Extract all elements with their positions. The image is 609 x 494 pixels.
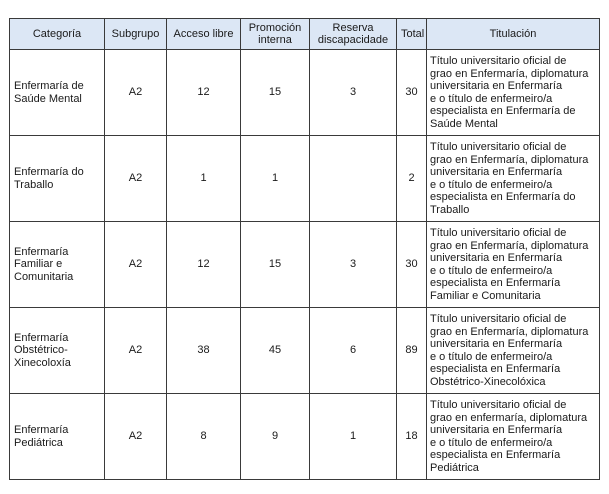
cell-titulacion <box>427 50 600 136</box>
cell-categoria-line: Pediátrica <box>14 436 63 449</box>
cell-titulacion-line: universitaria en Enfermaría <box>430 424 563 436</box>
header-reserva-line: Reserva <box>332 21 374 34</box>
cell-total: 2 <box>397 136 427 222</box>
cell-titulacion-line: universitaria en Enfermaría <box>430 338 563 350</box>
cell-acceso-libre: 12 <box>167 222 241 308</box>
cell-subgrupo: A2 <box>105 394 167 480</box>
cell-acceso-libre: 12 <box>167 50 241 136</box>
table-row <box>10 308 600 394</box>
cell-total: 89 <box>397 308 427 394</box>
cell-titulacion-line: Familiar e Comunitaria <box>430 289 541 302</box>
cell-titulacion-line: especialista en Enfermaría do <box>430 191 576 203</box>
cell-acceso-libre: 8 <box>167 394 241 480</box>
cell-categoria-line: Enfermaría <box>14 331 69 344</box>
cell-categoria-line: Xinecoloxía <box>14 356 71 369</box>
table-row <box>10 222 600 308</box>
cell-titulacion-line: Título universitario oficial de <box>430 227 567 239</box>
cell-promocion-interna: 9 <box>241 394 310 480</box>
cell-subgrupo: A2 <box>105 136 167 222</box>
cell-promocion-interna: 1 <box>241 136 310 222</box>
cell-titulacion-line: Pediátrica <box>430 461 479 474</box>
cell-titulacion-line: e o título de enfermeiro/a <box>430 436 553 449</box>
cell-reserva-discapacidade: 6 <box>310 308 397 394</box>
cell-titulacion-line: Título universitario oficial de <box>430 313 567 325</box>
cell-titulacion-line: Traballo <box>430 203 470 216</box>
cell-categoria-line: Saúde Mental <box>14 92 82 105</box>
header-promocion-interna <box>241 19 310 50</box>
header-promocion-line: interna <box>258 34 292 46</box>
table-row <box>10 50 600 136</box>
cell-reserva-discapacidade: 1 <box>310 394 397 480</box>
header-acceso-libre: Acceso libre <box>167 19 241 50</box>
cell-reserva-discapacidade: 3 <box>310 50 397 136</box>
table-row <box>10 136 600 222</box>
cell-titulacion-line: grao en Enfermaría, diplomatura <box>430 325 589 338</box>
header-reserva-line: discapacidade <box>317 34 389 46</box>
cell-titulacion-line: universitaria en Enfermaría <box>430 252 563 264</box>
cell-total: 30 <box>397 222 427 308</box>
cell-titulacion-line: Título universitario oficial de <box>430 141 567 153</box>
cell-titulacion-line: Obstétrico-Xinecolóxica <box>430 375 546 388</box>
cell-titulacion-line: especialista en Enfermaría de <box>430 105 576 117</box>
header-row <box>10 19 600 50</box>
cell-titulacion-line: e o título de enfermeiro/a <box>430 92 553 105</box>
cell-titulacion <box>427 222 600 308</box>
cell-categoria <box>10 136 105 222</box>
table-body <box>10 50 600 480</box>
cell-categoria <box>10 394 105 480</box>
cell-subgrupo: A2 <box>105 308 167 394</box>
cell-promocion-interna: 45 <box>241 308 310 394</box>
cell-total: 18 <box>397 394 427 480</box>
cell-titulacion-line: grao en Enfermaría, diplomatura <box>430 153 589 166</box>
cell-titulacion <box>427 136 600 222</box>
cell-categoria-line: Enfermaría <box>14 245 69 258</box>
header-reserva-discapacidade <box>310 19 397 50</box>
cell-categoria-line: Enfermaría <box>14 424 69 436</box>
header-categoria: Categoría <box>10 19 105 50</box>
document-page <box>9 18 600 480</box>
table-row <box>10 394 600 480</box>
cell-titulacion-line: Título universitario oficial de <box>430 399 567 411</box>
cell-titulacion-line: e o título de enfermeiro/a <box>430 178 553 191</box>
cell-titulacion-line: especialista en Enfermaría <box>430 277 561 289</box>
cell-categoria <box>10 308 105 394</box>
cell-titulacion-line: Saúde Mental <box>430 117 498 130</box>
cell-categoria-line: Traballo <box>14 178 54 191</box>
header-subgrupo: Subgrupo <box>105 19 167 50</box>
cell-acceso-libre: 1 <box>167 136 241 222</box>
positions-table <box>9 18 600 480</box>
cell-subgrupo: A2 <box>105 50 167 136</box>
cell-titulacion-line: especialista en Enfermaría <box>430 363 561 375</box>
cell-categoria-line: Enfermaría de <box>14 80 84 92</box>
cell-titulacion-line: e o título de enfermeiro/a <box>430 264 553 277</box>
header-total: Total <box>397 19 427 50</box>
cell-categoria-line: Familiar e <box>14 258 63 271</box>
cell-categoria <box>10 222 105 308</box>
cell-categoria-line: Enfermaría do <box>14 166 84 178</box>
cell-reserva-discapacidade <box>310 136 397 222</box>
cell-promocion-interna: 15 <box>241 50 310 136</box>
cell-titulacion <box>427 308 600 394</box>
cell-categoria <box>10 50 105 136</box>
cell-titulacion-line: grao en Enfermaría, diplomatura <box>430 239 589 252</box>
cell-titulacion <box>427 394 600 480</box>
cell-total: 30 <box>397 50 427 136</box>
header-promocion-line: Promoción <box>248 21 302 34</box>
header-titulacion: Titulación <box>427 19 600 50</box>
cell-titulacion-line: grao en Enfermaría, diplomatura <box>430 67 589 80</box>
cell-titulacion-line: universitaria en Enfermaría <box>430 80 563 92</box>
cell-titulacion-line: Título universitario oficial de <box>430 55 567 67</box>
cell-subgrupo: A2 <box>105 222 167 308</box>
cell-categoria-line: Obstétrico- <box>14 344 68 357</box>
cell-titulacion-line: especialista en Enfermaría <box>430 449 561 461</box>
cell-promocion-interna: 15 <box>241 222 310 308</box>
cell-titulacion-line: universitaria en Enfermaría <box>430 166 563 178</box>
cell-reserva-discapacidade: 3 <box>310 222 397 308</box>
cell-categoria-line: Comunitaria <box>14 270 74 283</box>
cell-acceso-libre: 38 <box>167 308 241 394</box>
cell-titulacion-line: grao en enfermaría, diplomatura <box>430 411 588 424</box>
cell-titulacion-line: e o título de enfermeiro/a <box>430 350 553 363</box>
